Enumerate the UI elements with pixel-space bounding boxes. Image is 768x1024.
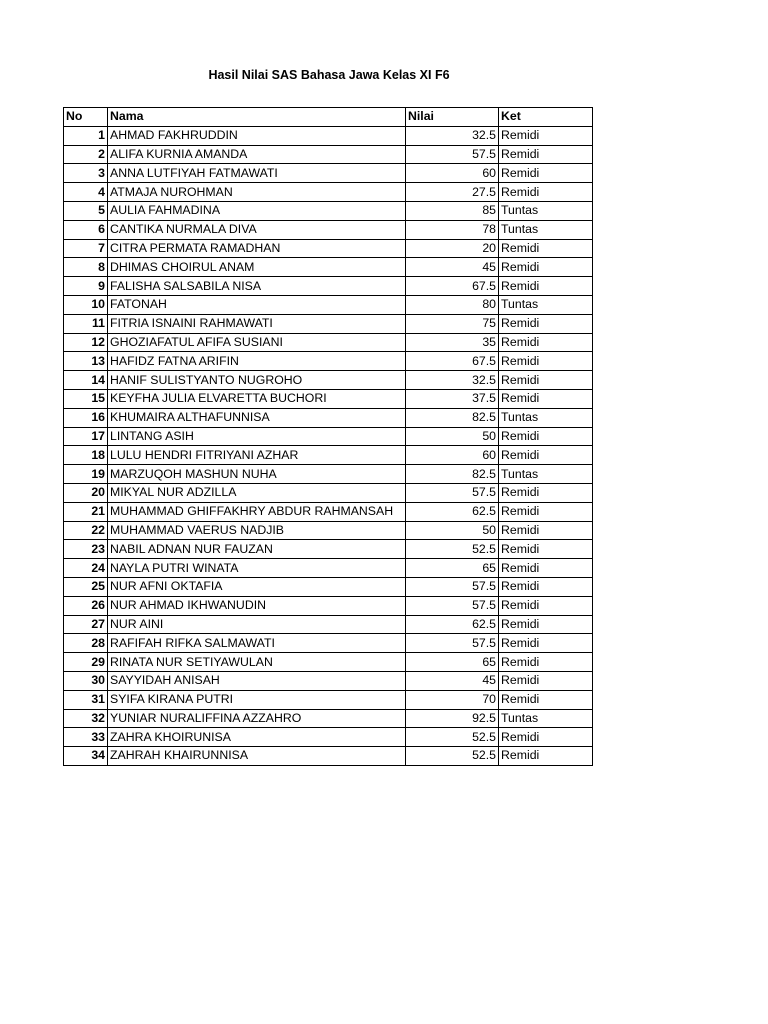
score-cell: 50 bbox=[406, 427, 499, 446]
row-number-cell: 30 bbox=[64, 671, 108, 690]
student-name-cell: FATONAH bbox=[108, 295, 406, 314]
score-cell: 57.5 bbox=[406, 483, 499, 502]
status-cell: Remidi bbox=[499, 126, 593, 145]
status-cell: Remidi bbox=[499, 145, 593, 164]
score-cell: 32.5 bbox=[406, 371, 499, 390]
score-cell: 37.5 bbox=[406, 389, 499, 408]
score-cell: 20 bbox=[406, 239, 499, 258]
status-cell: Remidi bbox=[499, 747, 593, 766]
table-row bbox=[64, 728, 593, 747]
row-number-cell: 14 bbox=[64, 371, 108, 390]
row-number-cell: 1 bbox=[64, 126, 108, 145]
status-cell: Tuntas bbox=[499, 465, 593, 484]
student-name-cell: LULU HENDRI FITRIYANI AZHAR bbox=[108, 446, 406, 465]
column-header-nilai: Nilai bbox=[406, 108, 499, 127]
table-row bbox=[64, 314, 593, 333]
row-number-cell: 10 bbox=[64, 295, 108, 314]
table-row bbox=[64, 371, 593, 390]
status-cell: Remidi bbox=[499, 239, 593, 258]
score-cell: 35 bbox=[406, 333, 499, 352]
status-cell: Remidi bbox=[499, 427, 593, 446]
status-cell: Remidi bbox=[499, 333, 593, 352]
score-cell: 60 bbox=[406, 446, 499, 465]
score-cell: 62.5 bbox=[406, 502, 499, 521]
table-row bbox=[64, 389, 593, 408]
score-cell: 57.5 bbox=[406, 634, 499, 653]
score-cell: 85 bbox=[406, 201, 499, 220]
score-cell: 92.5 bbox=[406, 709, 499, 728]
score-cell: 78 bbox=[406, 220, 499, 239]
student-name-cell: HAFIDZ FATNA ARIFIN bbox=[108, 352, 406, 371]
table-row bbox=[64, 446, 593, 465]
status-cell: Tuntas bbox=[499, 408, 593, 427]
score-cell: 67.5 bbox=[406, 277, 499, 296]
column-header-nama: Nama bbox=[108, 108, 406, 127]
student-name-cell: ZAHRA KHOIRUNISA bbox=[108, 728, 406, 747]
row-number-cell: 8 bbox=[64, 258, 108, 277]
score-cell: 82.5 bbox=[406, 465, 499, 484]
column-header-ket: Ket bbox=[499, 108, 593, 127]
score-cell: 52.5 bbox=[406, 747, 499, 766]
score-cell: 60 bbox=[406, 164, 499, 183]
status-cell: Remidi bbox=[499, 596, 593, 615]
table-row bbox=[64, 427, 593, 446]
table-row bbox=[64, 145, 593, 164]
table-row bbox=[64, 540, 593, 559]
status-cell: Remidi bbox=[499, 671, 593, 690]
table-row bbox=[64, 634, 593, 653]
status-cell: Tuntas bbox=[499, 201, 593, 220]
table-row bbox=[64, 126, 593, 145]
student-name-cell: ATMAJA NUROHMAN bbox=[108, 183, 406, 202]
student-name-cell: KHUMAIRA ALTHAFUNNISA bbox=[108, 408, 406, 427]
row-number-cell: 32 bbox=[64, 709, 108, 728]
score-cell: 45 bbox=[406, 258, 499, 277]
student-name-cell: GHOZIAFATUL AFIFA SUSIANI bbox=[108, 333, 406, 352]
score-cell: 27.5 bbox=[406, 183, 499, 202]
status-cell: Remidi bbox=[499, 277, 593, 296]
table-row bbox=[64, 521, 593, 540]
score-cell: 62.5 bbox=[406, 615, 499, 634]
score-cell: 57.5 bbox=[406, 596, 499, 615]
score-cell: 70 bbox=[406, 690, 499, 709]
table-row bbox=[64, 483, 593, 502]
status-cell: Remidi bbox=[499, 371, 593, 390]
row-number-cell: 3 bbox=[64, 164, 108, 183]
table-row bbox=[64, 183, 593, 202]
row-number-cell: 4 bbox=[64, 183, 108, 202]
row-number-cell: 28 bbox=[64, 634, 108, 653]
row-number-cell: 21 bbox=[64, 502, 108, 521]
status-cell: Remidi bbox=[499, 389, 593, 408]
row-number-cell: 29 bbox=[64, 653, 108, 672]
grades-table-body bbox=[64, 108, 593, 766]
student-name-cell: KEYFHA JULIA ELVARETTA BUCHORI bbox=[108, 389, 406, 408]
status-cell: Remidi bbox=[499, 502, 593, 521]
student-name-cell: AHMAD FAKHRUDDIN bbox=[108, 126, 406, 145]
student-name-cell: RINATA NUR SETIYAWULAN bbox=[108, 653, 406, 672]
status-cell: Remidi bbox=[499, 653, 593, 672]
row-number-cell: 26 bbox=[64, 596, 108, 615]
row-number-cell: 24 bbox=[64, 559, 108, 578]
student-name-cell: ANNA LUTFIYAH FATMAWATI bbox=[108, 164, 406, 183]
status-cell: Remidi bbox=[499, 690, 593, 709]
table-header-row bbox=[64, 108, 593, 127]
table-row bbox=[64, 465, 593, 484]
row-number-cell: 33 bbox=[64, 728, 108, 747]
score-cell: 52.5 bbox=[406, 728, 499, 747]
student-name-cell: LINTANG ASIH bbox=[108, 427, 406, 446]
table-row bbox=[64, 615, 593, 634]
status-cell: Remidi bbox=[499, 314, 593, 333]
student-name-cell: DHIMAS CHOIRUL ANAM bbox=[108, 258, 406, 277]
row-number-cell: 18 bbox=[64, 446, 108, 465]
column-header-no: No bbox=[64, 108, 108, 127]
status-cell: Remidi bbox=[499, 521, 593, 540]
table-row bbox=[64, 220, 593, 239]
student-name-cell: ZAHRAH KHAIRUNNISA bbox=[108, 747, 406, 766]
row-number-cell: 13 bbox=[64, 352, 108, 371]
student-name-cell: NUR AINI bbox=[108, 615, 406, 634]
student-name-cell: AULIA FAHMADINA bbox=[108, 201, 406, 220]
row-number-cell: 9 bbox=[64, 277, 108, 296]
table-row bbox=[64, 559, 593, 578]
student-name-cell: HANIF SULISTYANTO NUGROHO bbox=[108, 371, 406, 390]
row-number-cell: 6 bbox=[64, 220, 108, 239]
row-number-cell: 34 bbox=[64, 747, 108, 766]
table-row bbox=[64, 577, 593, 596]
score-cell: 80 bbox=[406, 295, 499, 314]
student-name-cell: NUR AHMAD IKHWANUDIN bbox=[108, 596, 406, 615]
student-name-cell: NABIL ADNAN NUR FAUZAN bbox=[108, 540, 406, 559]
table-row bbox=[64, 239, 593, 258]
score-cell: 65 bbox=[406, 559, 499, 578]
status-cell: Remidi bbox=[499, 728, 593, 747]
student-name-cell: MUHAMMAD VAERUS NADJIB bbox=[108, 521, 406, 540]
score-cell: 75 bbox=[406, 314, 499, 333]
table-row bbox=[64, 258, 593, 277]
status-cell: Tuntas bbox=[499, 295, 593, 314]
student-name-cell: MIKYAL NUR ADZILLA bbox=[108, 483, 406, 502]
status-cell: Remidi bbox=[499, 183, 593, 202]
table-row bbox=[64, 747, 593, 766]
status-cell: Remidi bbox=[499, 634, 593, 653]
status-cell: Remidi bbox=[499, 258, 593, 277]
score-cell: 65 bbox=[406, 653, 499, 672]
row-number-cell: 7 bbox=[64, 239, 108, 258]
student-name-cell: RAFIFAH RIFKA SALMAWATI bbox=[108, 634, 406, 653]
row-number-cell: 31 bbox=[64, 690, 108, 709]
row-number-cell: 5 bbox=[64, 201, 108, 220]
row-number-cell: 12 bbox=[64, 333, 108, 352]
table-row bbox=[64, 671, 593, 690]
status-cell: Remidi bbox=[499, 577, 593, 596]
row-number-cell: 23 bbox=[64, 540, 108, 559]
student-name-cell: CITRA PERMATA RAMADHAN bbox=[108, 239, 406, 258]
student-name-cell: MARZUQOH MASHUN NUHA bbox=[108, 465, 406, 484]
status-cell: Remidi bbox=[499, 446, 593, 465]
table-row bbox=[64, 295, 593, 314]
row-number-cell: 20 bbox=[64, 483, 108, 502]
student-name-cell: MUHAMMAD GHIFFAKHRY ABDUR RAHMANSAH bbox=[108, 502, 406, 521]
student-name-cell: SAYYIDAH ANISAH bbox=[108, 671, 406, 690]
table-row bbox=[64, 502, 593, 521]
student-name-cell: NAYLA PUTRI WINATA bbox=[108, 559, 406, 578]
table-row bbox=[64, 333, 593, 352]
student-name-cell: SYIFA KIRANA PUTRI bbox=[108, 690, 406, 709]
score-cell: 45 bbox=[406, 671, 499, 690]
status-cell: Tuntas bbox=[499, 220, 593, 239]
status-cell: Tuntas bbox=[499, 709, 593, 728]
table-row bbox=[64, 201, 593, 220]
student-name-cell: CANTIKA NURMALA DIVA bbox=[108, 220, 406, 239]
table-row bbox=[64, 690, 593, 709]
table-row bbox=[64, 352, 593, 371]
row-number-cell: 16 bbox=[64, 408, 108, 427]
status-cell: Remidi bbox=[499, 164, 593, 183]
row-number-cell: 2 bbox=[64, 145, 108, 164]
student-name-cell: FALISHA SALSABILA NISA bbox=[108, 277, 406, 296]
student-name-cell: NUR AFNI OKTAFIA bbox=[108, 577, 406, 596]
table-row bbox=[64, 277, 593, 296]
table-row bbox=[64, 596, 593, 615]
student-name-cell: FITRIA ISNAINI RAHMAWATI bbox=[108, 314, 406, 333]
score-cell: 82.5 bbox=[406, 408, 499, 427]
status-cell: Remidi bbox=[499, 615, 593, 634]
row-number-cell: 27 bbox=[64, 615, 108, 634]
table-row bbox=[64, 408, 593, 427]
table-row bbox=[64, 709, 593, 728]
status-cell: Remidi bbox=[499, 483, 593, 502]
table-row bbox=[64, 653, 593, 672]
table-row bbox=[64, 164, 593, 183]
grades-table bbox=[63, 107, 593, 766]
student-name-cell: YUNIAR NURALIFFINA AZZAHRO bbox=[108, 709, 406, 728]
row-number-cell: 17 bbox=[64, 427, 108, 446]
score-cell: 57.5 bbox=[406, 145, 499, 164]
status-cell: Remidi bbox=[499, 540, 593, 559]
page-title: Hasil Nilai SAS Bahasa Jawa Kelas XI F6 bbox=[208, 68, 450, 82]
status-cell: Remidi bbox=[499, 352, 593, 371]
student-name-cell: ALIFA KURNIA AMANDA bbox=[108, 145, 406, 164]
score-cell: 57.5 bbox=[406, 577, 499, 596]
row-number-cell: 15 bbox=[64, 389, 108, 408]
row-number-cell: 11 bbox=[64, 314, 108, 333]
status-cell: Remidi bbox=[499, 559, 593, 578]
score-cell: 67.5 bbox=[406, 352, 499, 371]
score-cell: 52.5 bbox=[406, 540, 499, 559]
row-number-cell: 25 bbox=[64, 577, 108, 596]
row-number-cell: 22 bbox=[64, 521, 108, 540]
row-number-cell: 19 bbox=[64, 465, 108, 484]
score-cell: 50 bbox=[406, 521, 499, 540]
score-cell: 32.5 bbox=[406, 126, 499, 145]
